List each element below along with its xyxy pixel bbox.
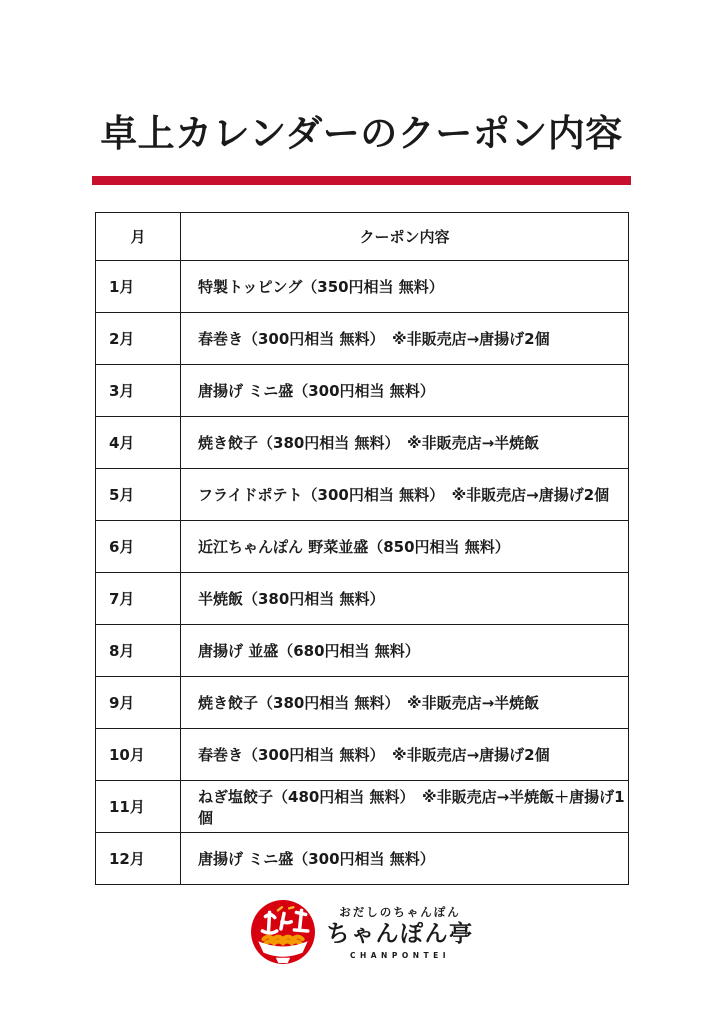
table-row xyxy=(96,573,629,625)
month-cell: 10月 xyxy=(96,729,181,781)
coupon-content-cell: 春巻き（300円相当 無料） ※非販売店→唐揚げ2個 xyxy=(181,729,629,781)
month-column-header: 月 xyxy=(96,213,181,261)
coupon-content-cell: 焼き餃子（380円相当 無料） ※非販売店→半焼飯 xyxy=(181,677,629,729)
coupon-content-cell: 唐揚げ 並盛（680円相当 無料） xyxy=(181,625,629,677)
table-row xyxy=(96,417,629,469)
month-cell: 9月 xyxy=(96,677,181,729)
brand-logo-text xyxy=(327,904,474,960)
month-cell: 7月 xyxy=(96,573,181,625)
month-cell: 5月 xyxy=(96,469,181,521)
table-row xyxy=(96,469,629,521)
red-divider xyxy=(92,176,631,185)
chanpontei-bowl-logo-icon xyxy=(250,899,316,965)
coupon-content-cell: 近江ちゃんぽん 野菜並盛（850円相当 無料） xyxy=(181,521,629,573)
table-row xyxy=(96,365,629,417)
coupon-content-cell: 半焼飯（380円相当 無料） xyxy=(181,573,629,625)
brand-logo xyxy=(0,899,723,965)
coupon-content-cell: 特製トッピング（350円相当 無料） xyxy=(181,261,629,313)
month-cell: 3月 xyxy=(96,365,181,417)
coupon-content-cell: 唐揚げ ミニ盛（300円相当 無料） xyxy=(181,833,629,885)
month-cell: 6月 xyxy=(96,521,181,573)
table-row xyxy=(96,729,629,781)
table-row xyxy=(96,625,629,677)
brand-tagline: おだしのちゃんぽん xyxy=(339,905,461,920)
coupon-content-cell: 春巻き（300円相当 無料） ※非販売店→唐揚げ2個 xyxy=(181,313,629,365)
content-column-header: クーポン内容 xyxy=(181,213,629,261)
table-row xyxy=(96,261,629,313)
month-cell: 12月 xyxy=(96,833,181,885)
month-cell: 2月 xyxy=(96,313,181,365)
month-cell: 8月 xyxy=(96,625,181,677)
coupon-content-cell: ねぎ塩餃子（480円相当 無料） ※非販売店→半焼飯＋唐揚げ1個 xyxy=(181,781,629,833)
month-cell: 11月 xyxy=(96,781,181,833)
table-row xyxy=(96,521,629,573)
table-row xyxy=(96,833,629,885)
coupon-table xyxy=(95,212,629,885)
coupon-content-cell: 焼き餃子（380円相当 無料） ※非販売店→半焼飯 xyxy=(181,417,629,469)
brand-name: ちゃんぽん亭 xyxy=(326,921,474,948)
coupon-content-cell: 唐揚げ ミニ盛（300円相当 無料） xyxy=(181,365,629,417)
page-title: 卓上カレンダーのクーポン内容 xyxy=(100,112,623,155)
month-cell: 4月 xyxy=(96,417,181,469)
table-row xyxy=(96,781,629,833)
coupon-content-cell: フライドポテト（300円相当 無料） ※非販売店→唐揚げ2個 xyxy=(181,469,629,521)
table-row xyxy=(96,677,629,729)
table-header-row xyxy=(96,213,629,261)
table-row xyxy=(96,313,629,365)
month-cell: 1月 xyxy=(96,261,181,313)
brand-romanized-name: CHANPONTEI xyxy=(349,950,451,960)
